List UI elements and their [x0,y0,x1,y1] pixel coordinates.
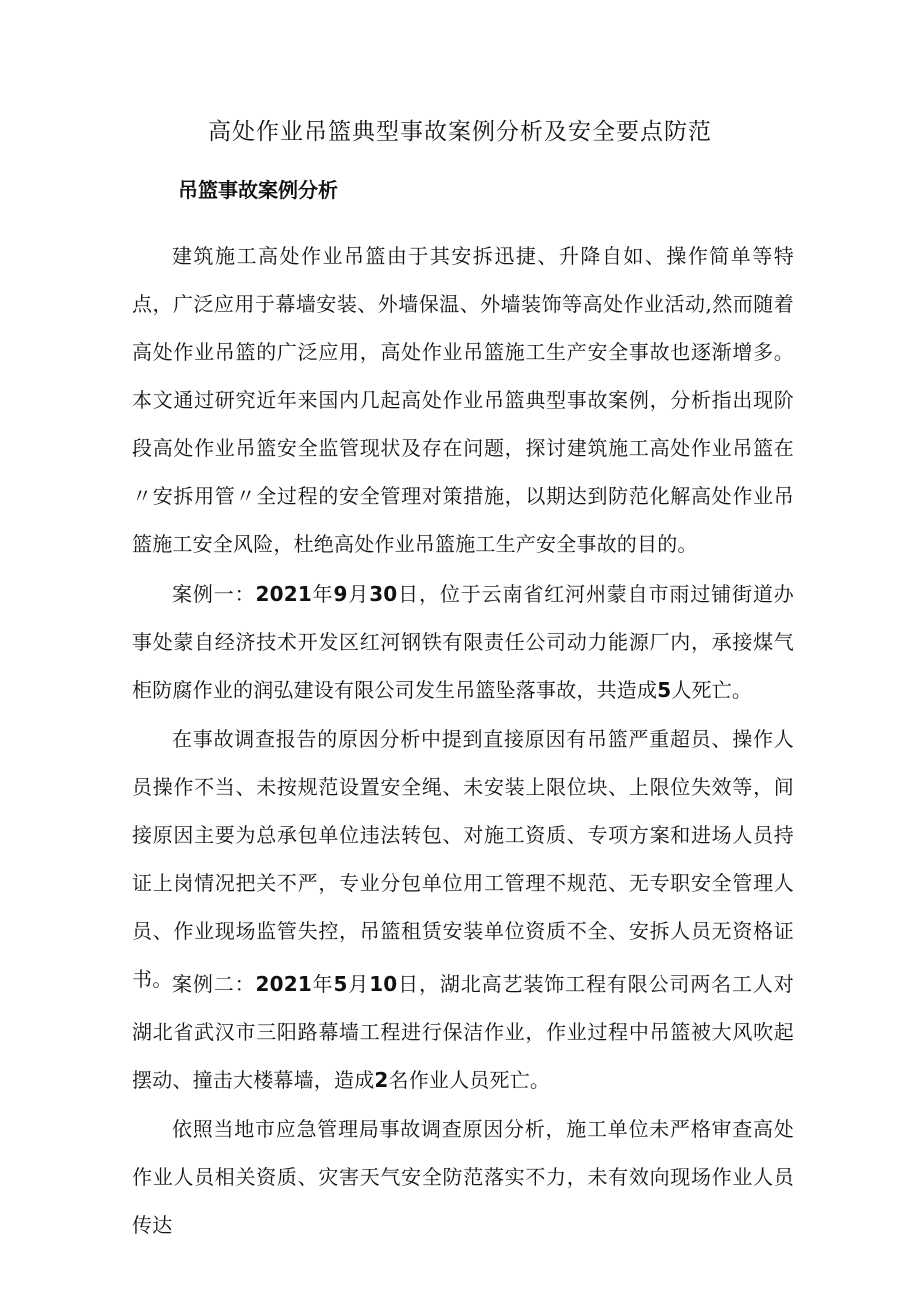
case-two-cause-paragraph: 依照当地市应急管理局事故调查原因分析，施工单位未严格审查高处作业人员相关资质、灾害天气安全防范落实不力，未有效向现场作业人员传达 [132,1117,794,1237]
case-two-prefix: 案例二： [172,972,256,996]
case-one-text-body: 日，位于云南省红河州蒙自市雨过铺街道办事处蒙自经济技术开发区红河钢铁有限责任公司动力能源厂内，承接煤气柜防腐作业的润弘建设有限公司发生吊篮坠落事故，共造成 [132,582,794,702]
case-one-text-month: 月 [347,582,370,606]
case-one-month: 9 [333,582,348,606]
case-one-day: 30 [369,582,398,606]
section-heading: 吊篮事故案例分析 [178,178,338,202]
case-two-text-month: 月 [347,972,370,996]
case-one-deaths: 5 [657,678,672,702]
case-two-year: 2021 [255,972,312,996]
case-two-month: 5 [333,972,348,996]
case-one-cause-paragraph: 在事故调查报告的原因分析中提到直接原因有吊篮严重超员、操作人员操作不当、未按规范设置安全绳、未安装上限位块、上限位失效等，间接原因主要为总承包单位违法转包、对施工资质、专项方案和进场人员持证上岗情况把关不严，专业分包单位用工管理不规范、无专职安全管理人员、作业现场监管失控，吊篮租赁安装单位资质不全、安拆人员无资格证书。 [132,727,794,991]
case-one-text-year: 年 [311,582,334,606]
case-one-prefix: 案例一： [172,582,256,606]
case-one-paragraph [132,570,794,714]
case-one-text-end: 人死亡。 [671,678,753,702]
case-two-text-end: 名作业人员死亡。 [388,1068,551,1092]
case-two-day: 10 [369,972,398,996]
case-one-year: 2021 [255,582,312,606]
case-two-text-year: 年 [311,972,334,996]
case-two-text-body: 日，湖北高艺装饰工程有限公司两名工人对湖北省武汉市三阳路幕墙工程进行保洁作业，作业过程中吊篮被大风吹起摆动、撞击大楼幕墙，造成 [132,972,794,1092]
document-title: 高处作业吊篮典型事故案例分析及安全要点防范 [208,119,712,145]
case-two-paragraph [132,960,794,1104]
intro-paragraph: 建筑施工高处作业吊篮由于其安拆迅捷、升降自如、操作简单等特点，广泛应用于幕墙安装、外墙保温、外墙装饰等高处作业活动,然而随着高处作业吊篮的广泛应用，高处作业吊篮施工生产安全事故也逐渐增多。本文通过研究近年来国内几起高处作业吊篮典型事故案例，分析指出现阶段高处作业吊篮安全监管现状及存在问题，探讨建筑施工高处作业吊篮在〃安拆用管〃全过程的安全管理对策措施，以期达到防范化解高处作业吊篮施工安全风险，杜绝高处作业吊篮施工生产安全事故的目的。 [132,244,794,556]
case-two-deaths: 2 [374,1068,389,1092]
